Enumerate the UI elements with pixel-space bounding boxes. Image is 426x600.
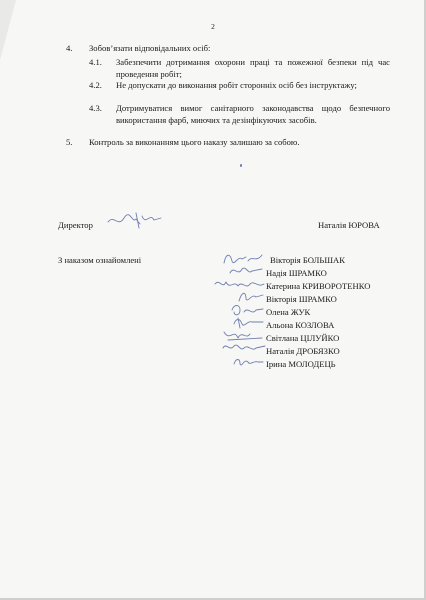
acknowledged-label: З наказом ознайомлені [58,255,142,265]
item-number: 4.3. [89,103,102,113]
acknowledged-name: Наталія ДРОБЯЗКО [266,346,340,356]
ink-mark [240,164,242,167]
item-number: 4.2. [89,80,102,90]
acknowledged-name: Ірина МОЛОДЕЦЬ [266,359,336,369]
item-text: Контроль за виконанням цього наказу залишаю за собою. [89,137,300,147]
item-number: 4. [66,43,73,53]
acknowledged-name: Катерина КРИВОРОТЕНКО [266,281,371,291]
item-text: Забезпечити дотримання охорони праці та пожежної безпеки під час проведення робіт; [116,57,390,79]
item-text: Зобов’язати відповідальних осіб: [89,43,211,53]
signature-molodets [230,354,266,370]
director-title: Директор [58,220,93,230]
item-text: Не допускати до виконання робіт сторонніх осіб без інструктажу; [116,80,357,90]
item-number: 5. [66,137,73,147]
director-signature [106,210,164,232]
acknowledged-name: Альона КОЗЛОВА [266,320,335,330]
acknowledged-name: Вікторія ШРАМКО [266,294,337,304]
director-name: Наталія ЮРОВА [318,220,380,230]
acknowledged-name: Світлана ЦІЛУЙКО [266,333,340,343]
acknowledged-name: Вікторія БОЛЬШАК [270,255,345,265]
item-number: 4.1. [89,57,102,67]
acknowledged-name: Олена ЖУК [266,307,311,317]
item-text: Дотримуватися вимог санітарного законодавства щодо безпечного використання фарб, миючих та дезінфікуючих засобів. [116,103,390,125]
acknowledged-name: Надія ШРАМКО [266,268,327,278]
page-number: 2 [211,22,215,31]
